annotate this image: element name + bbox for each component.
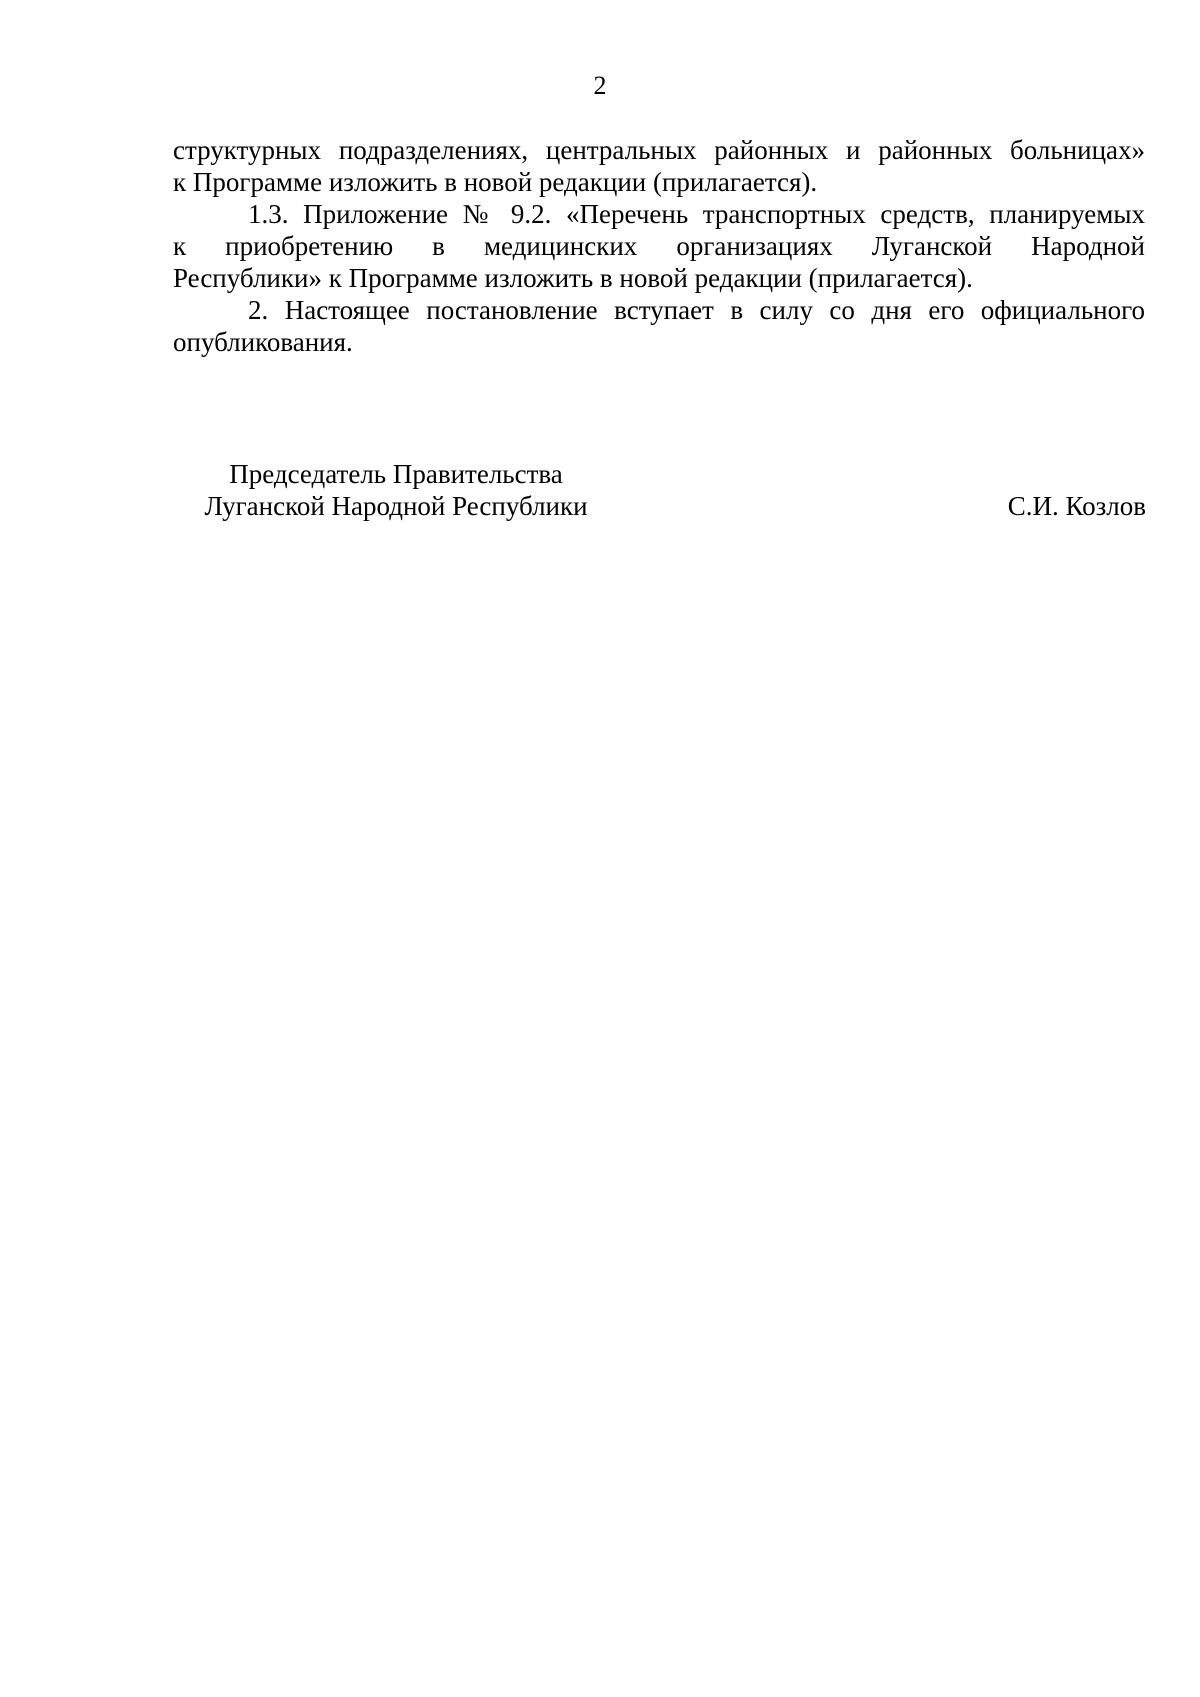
signatory-title-line-1: Председатель Правительства [229,459,563,489]
body-line-1: структурных подразделениях, центральных районных и районных больницах» [173,135,1145,165]
signature-block [186,458,1146,528]
signatory-name: С.И. Козлов [1007,491,1146,521]
body-line-7: опубликования. [173,327,353,357]
document-body [173,134,1145,358]
body-line-5: Республики» к Программе изложить в новой редакции (прилагается). [173,263,973,293]
signatory-title [186,458,606,522]
body-line-2: к Программе изложить в новой редакции (прилагается). [173,167,818,197]
body-line-6: 2. Настоящее постановление вступает в силу со дня его официального [248,295,1145,325]
body-line-4: к приобретению в медицинских организациях Луганской Народной [173,231,1145,261]
signatory-title-line-2: Луганской Народной Республики [204,491,588,521]
body-line-3: 1.3. Приложение № 9.2. «Перечень транспортных средств, планируемых [248,199,1145,229]
page-number: 2 [593,71,607,100]
